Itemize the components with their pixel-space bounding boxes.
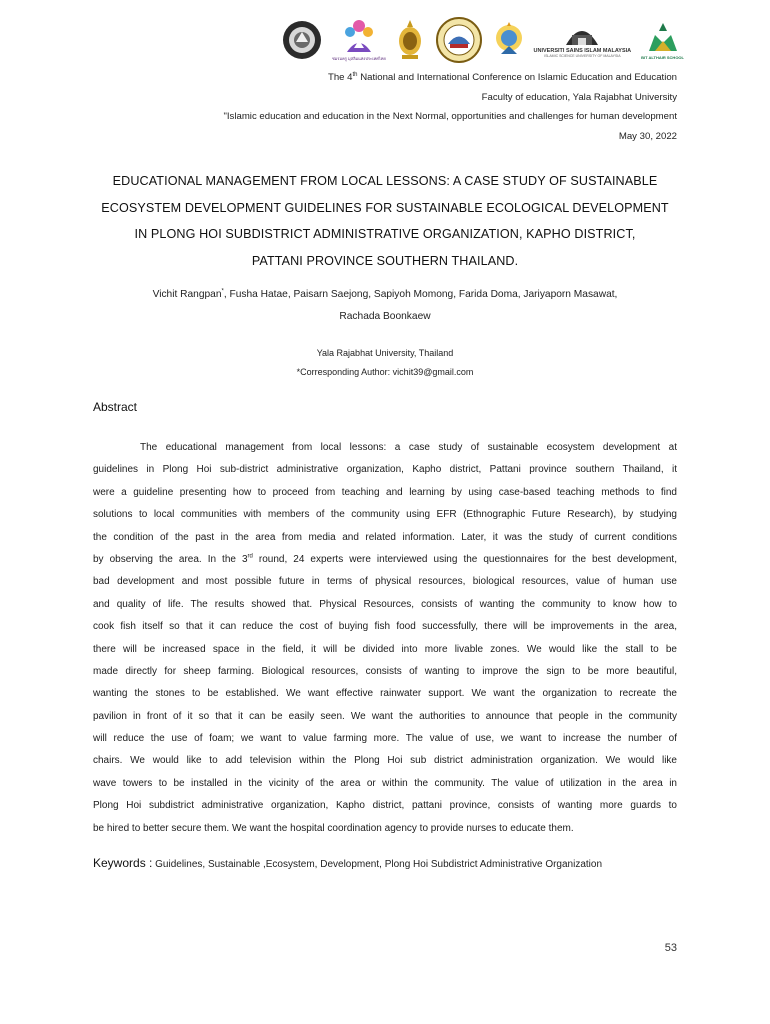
bit-alkhair-name: BIT ALTHAIR SCHOOL (641, 54, 684, 60)
abstract-line: be hired to better secure them. We want the hospital coordination agency to provide nurses to educate them. (93, 822, 574, 834)
abstract-line: cook fish itself so that it can reduce the cost of buying fish food successfully, there will be improvements in the area, (93, 621, 677, 633)
abstract-line: the condition of the past in the area from media and related information. Later, it was the study of current conditions (93, 531, 677, 543)
university-seal-dark-logo (282, 20, 322, 60)
abstract-line: solutions to local communities with members of the community using EFR (Ethnographic Future Research), by studying (93, 509, 677, 521)
abstract-line: and quality of life. The results showed that. Physical Resources, consists of wanting the community to know how to (93, 598, 677, 610)
conference-theme: "Islamic education and education in the Next Normal, opportunities and challenges for human development (223, 111, 677, 122)
keywords (93, 856, 693, 870)
abstract-line: made directly for sheep farming. Biological resources, consists of wanting to improve the sign to be more beautiful, (93, 665, 677, 677)
abstract-heading: Abstract (93, 400, 138, 414)
conference-date: May 30, 2022 (618, 130, 677, 142)
logo-strip (282, 14, 684, 66)
abstract-line: by observing the area. In the 3rd round, 24 experts were interviewed using the questionnaires for the best development, (93, 553, 677, 565)
logo-caption: ชมรมครู มุสลิมแห่งประเทศไทย (331, 56, 386, 61)
faculty-crest-logo (494, 20, 524, 60)
royal-emblem-gold-logo (396, 19, 424, 61)
page-number: 53 (664, 942, 677, 954)
conference-header (223, 68, 677, 146)
abstract-line: wave towers to be installed in the vicinity of the area or within the community. The value of utilization in the area in (93, 777, 677, 789)
faculty-line: Faculty of education, Yala Rajabhat University (481, 91, 677, 103)
abstract-line: will reduce the use of foam; we want to value farming more. The value of use, we want to increase the number of (93, 733, 677, 745)
abstract-line: bad development and most possible future in terms of physical resources, biological resources, value of human use (93, 576, 677, 588)
title-line: ECOSYSTEM DEVELOPMENT GUIDELINES FOR SUSTAINABLE ECOLOGICAL DEVELOPMENT (101, 200, 669, 215)
abstract-line: Plong Hoi subdistrict administrative organization, Kapho district, pattani province, consists of wanting more guards to (93, 800, 677, 812)
abstract-line: pavilion in front of it so that it can be easily seen. We want the authorities to announce that people in the community (93, 710, 677, 722)
title-line: IN PLONG HOI SUBDISTRICT ADMINISTRATIVE ORGANIZATION, KAPHO DISTRICT, (134, 227, 636, 241)
abstract-line: were a guideline presenting how to proceed from teaching and learning by using case-based teaching methods to find (93, 486, 677, 498)
usim-name: UNIVERSITI SAINS ISLAM MALAYSIA (533, 47, 632, 54)
children-education-logo (332, 18, 386, 62)
abstract-line: wanting the stones to be established. We want effective rainwater support. We want the organization to recreate the (93, 688, 677, 700)
abstract-line: guidelines in Plong Hoi sub-district administrative organization, Kapho district, Pattani province southern Thailand, it (93, 464, 677, 476)
abstract-line: chairs. We would like to add television within the Plong Hoi sub district administration organization. We would like (93, 755, 677, 767)
institution: Yala Rajabhat University, Thailand (316, 348, 454, 358)
usim-logo (534, 23, 632, 58)
keywords-label: Keywords : (93, 856, 153, 870)
author-line: Rachada Boonkaew (339, 311, 431, 322)
author-line: Vichit Rangpan*, Fusha Hatae, Paisarn Saejong, Sapiyoh Momong, Farida Doma, Jariyaporn Masawat, (152, 288, 618, 300)
abstract-text (93, 437, 677, 840)
yala-rajabhat-seal-logo (434, 17, 484, 63)
paper-title (60, 168, 710, 274)
corresponding-author: *Corresponding Author: vichit39@gmail.com (296, 367, 474, 377)
keywords-text: Guidelines, Sustainable ,Ecosystem, Development, Plong Hoi Subdistrict Administrative Organization (152, 859, 603, 870)
usim-subtitle: ISLAMIC SCIENCE UNIVERSITY OF MALAYSIA (544, 53, 621, 58)
author-list (60, 284, 710, 328)
abstract-line: The educational management from local lessons: a case study of sustainable ecosystem development at (140, 442, 677, 453)
title-line: PATTANI PROVINCE SOUTHERN THAILAND. (251, 253, 519, 268)
bit-alkhair-logo (641, 21, 684, 60)
conference-name: The 4th National and International Conference on Islamic Education and Education (327, 71, 677, 83)
abstract-line: there will be increased space in the field, it will be divided into more livable zones. We would like the stall to be (93, 643, 677, 655)
affiliation (60, 344, 710, 382)
title-line: EDUCATIONAL MANAGEMENT FROM LOCAL LESSONS: A CASE STUDY OF SUSTAINABLE (112, 174, 658, 188)
